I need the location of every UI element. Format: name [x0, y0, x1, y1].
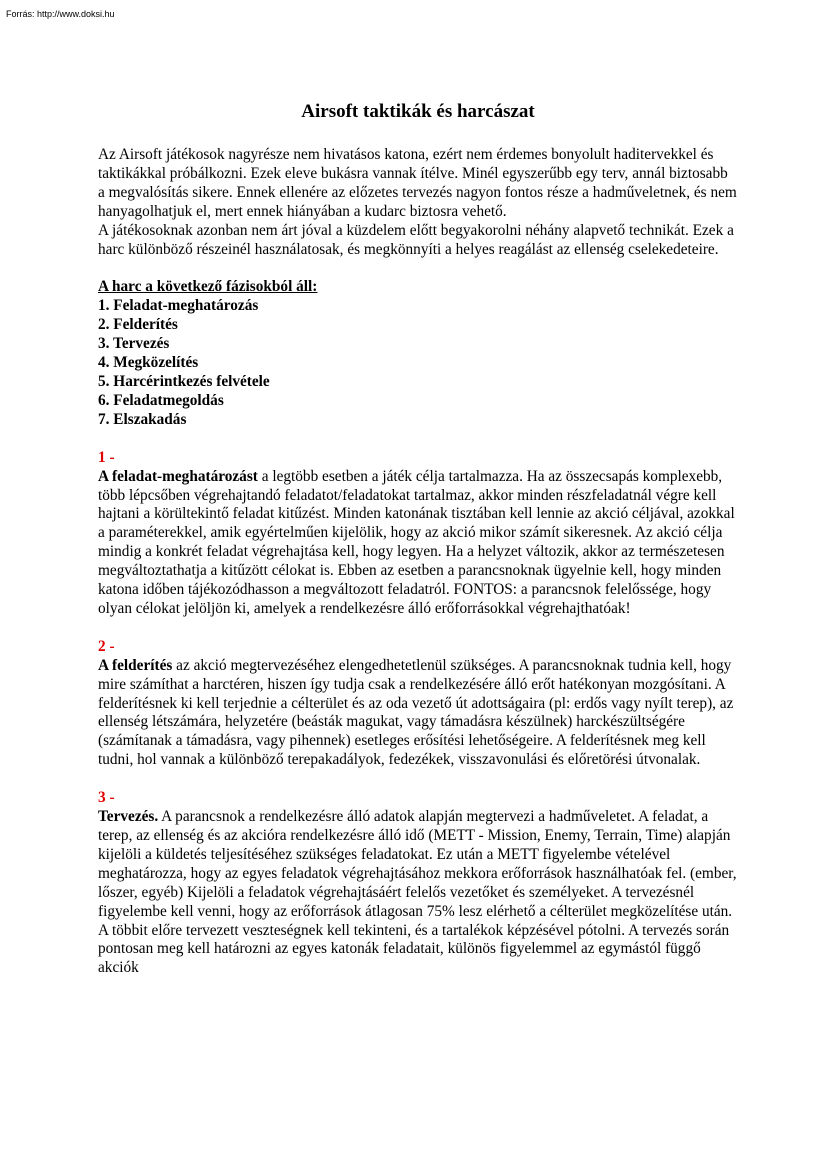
section-3-lead: Tervezés.	[98, 808, 159, 826]
phase-item: 2. Felderítés	[98, 316, 178, 334]
section-1-number: 1 -	[98, 448, 115, 466]
section-2-text	[98, 657, 738, 770]
section-2-number: 2 -	[98, 637, 115, 655]
phase-item: 7. Elszakadás	[98, 410, 187, 428]
phase-item: 1. Feladat-meghatározás	[98, 297, 259, 315]
phase-item: 3. Tervezés	[98, 335, 170, 353]
intro-paragraph-2: A játékosoknak azonban nem árt jóval a küzdelem előtt begyakorolni néhány alapvető technikát. Ezek a harc különböző részeinél használatosak, és megkönnyíti a helyes reagálást az ellenség cselekedeteire.	[98, 221, 734, 258]
section-1-body: a legtöbb esetben a játék célja tartalmazza. Ha az összecsapás komplexebb, több lépcsőben végrehajtandó feladatot/feladatokat tartalmaz, akkor minden részfeladatnál végre kell hajtani a körültekintő feladat kitűzést. Minden katonának tisztában kell lennie az akció céljával, azokkal a paraméterekkel, amik egyértelműen kijelölik, hogy az akció mikor számít sikeresnek. Az akció célja mindig a konkrét feladat végrehajtása kell, hogy legyen. Ha a helyzet változik, akkor az természetesen megváltoztathatja a kitűzött célokat is. Ebben az esetben a parancsnoknak ügyelnie kell, hogy minden katona időben tájékozódhasson a megváltozott feladatról. FONTOS: a parancsnok felelőssége, hogy olyan célokat jelöljön ki, amelyek a rendelkezésre álló erőforrásokkal végrehajthatóak!	[98, 467, 735, 617]
document-body	[98, 100, 738, 978]
section-2-body: az akció megtervezéséhez elengedhetetlenül szükséges. A parancsnoknak tudnia kell, hogy mire számíthat a harctéren, hiszen így tudja csak a rendelkezésére álló erőt hatékonyan mozgósítani. A felderítésnek ki kell terjednie a célterület és az oda vezető út adottságaira (pl: erdős vagy nyílt terep), az ellenség létszámára, helyzetére (beásták magukat, vagy támadásra készülnek) harckészültségére (számítanak a támadásra, vagy pihennek) esetleges erősítési lehetőségeire. A felderítésnek meg kell tudni, hol vannak a különböző terepakadályok, fedezékek, visszavonulási és előretörési útvonalak.	[98, 656, 734, 769]
section-3-text	[98, 808, 738, 978]
phase-item: 6. Feladatmegoldás	[98, 391, 224, 409]
phases-heading: A harc a következő fázisokból áll:	[98, 278, 318, 296]
source-label: Forrás: http://www.doksi.hu	[6, 9, 115, 19]
intro-paragraph-1: Az Airsoft játékosok nagyrésze nem hivatásos katona, ezért nem érdemes bonyolult haditervekkel és taktikákkal próbálkozni. Ezek eleve bukásra vannak ítélve. Minél egyszerűbb egy terv, annál biztosabb a megvalósítás sikere. Ennek ellenére az előzetes tervezés nagyon fontos része a hadműveletnek, és nem hanyagolhatjuk el, mert ennek hiányában a kudarc biztosra vehető.	[98, 146, 737, 220]
section-3-number: 3 -	[98, 789, 115, 807]
section-1-lead: A feladat-meghatározást	[98, 467, 258, 485]
phase-item: 4. Megközelítés	[98, 354, 199, 372]
section-3-body: A parancsnok a rendelkezésre álló adatok alapján megtervezi a hadműveletet. A feladat, a terep, az ellenség és az akcióra rendelkezésre álló idő (METT - Mission, Enemy, Terrain, Time) alapján kijelöli a küldetés teljesítéséhez szükséges feladatokat. Ez után a METT figyelembe vételével meghatározza, hogy az egyes feladatok végrehajtásához mekkora erőforrások használhatóak fel. (ember, lőszer, egyéb) Kijelöli a feladatok végrehajtásáért felelős vezetőket és személyeket. A tervezésnél figyelembe kell venni, hogy az erőforrások átlagosan 75% lesz elérhető a célterület megközelítése után. A többit előre tervezett veszteségnek kell tekinteni, és a tartalékok képzésével pótolni. A tervezés során pontosan meg kell határozni az egyes katonák feladatait, különös figyelemmel az egymástól függő akciók	[98, 808, 737, 977]
phase-item: 5. Harcérintkezés felvétele	[98, 372, 270, 390]
page-title: Airsoft taktikák és harcászat	[301, 101, 535, 122]
phases-list	[98, 297, 738, 429]
section-2-lead: A felderítés	[98, 656, 173, 674]
section-1-text	[98, 468, 738, 619]
